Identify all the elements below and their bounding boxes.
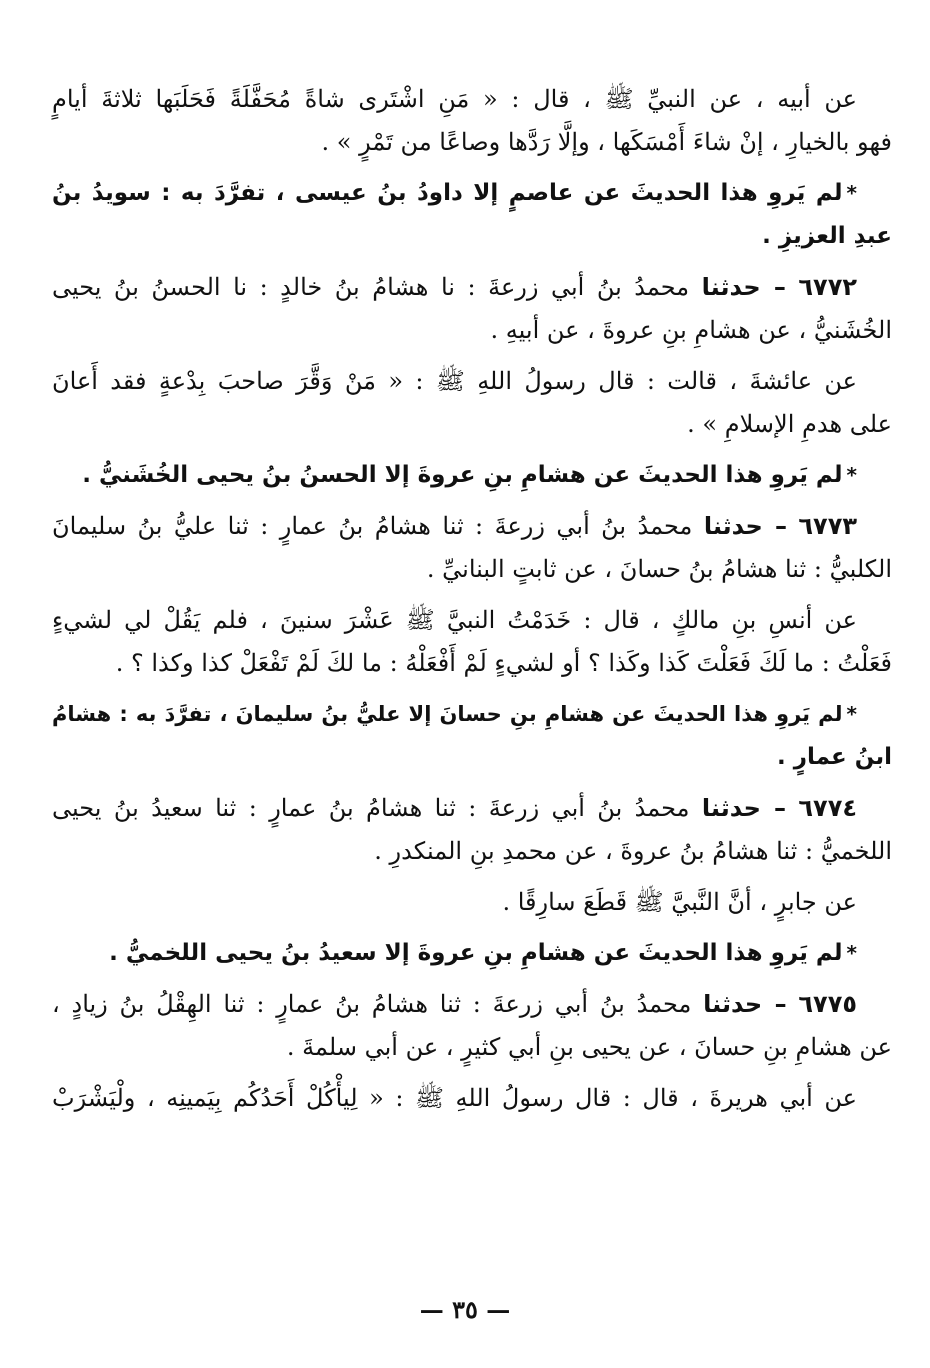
page-number: — ٣٥ —	[419, 1295, 511, 1324]
text-line: عن هشامِ بنِ حسانَ ، عن يحيى بنِ أبي كثيرٍ ، عن أبي سلمةَ .	[286, 1033, 892, 1061]
note-line: *لم يَروِ هذا الحديثَ عن هشامِ بنِ عروةَ إلا سعيدُ بنُ يحيى اللخميُّ .	[109, 940, 857, 966]
page-body	[52, 78, 892, 1308]
note-6771	[52, 172, 892, 258]
text-line: عن جابرٍ ، أنَّ النَّبيَّ ﷺ قَطَعَ سارِقًا .	[502, 888, 857, 916]
hadith-6773	[52, 505, 892, 685]
text-line: الكلبيُّ : ثنا هشامُ بنُ حسانَ ، عن ثابتٍ البنانيِّ .	[426, 555, 892, 583]
hadith-number: ٦٧٧٤	[798, 794, 857, 822]
note-line: *لم يَروِ هذا الحديثَ عن هشامِ بنِ حسانَ إلا عليُّ بنُ سليمانَ ، تفرَّدَ به : هشامُ	[52, 702, 857, 726]
text-line: عن أبيه ، عن النبيِّ ﷺ ، قال : « مَنِ اشْتَرى شاةً مُحَفَّلَةً فَحَلَبَها ثلاثةَ أيامٍ	[52, 85, 857, 113]
note-line: عبدِ العزيزِ .	[762, 223, 892, 249]
text-line: عن عائشةَ ، قالت : قال رسولُ اللهِ ﷺ : « مَنْ وَقَّرَ صاحبَ بِدْعةٍ فقد أَعانَ	[52, 367, 857, 395]
text-line: فهو بالخيارِ ، إنْ شاءَ أَمْسَكَها ، وإلَّا رَدَّها وصاعًا من تَمْرٍ » .	[321, 128, 892, 156]
text-line: على هدمِ الإسلامِ » .	[687, 410, 892, 438]
star-icon: *	[846, 941, 857, 965]
star-icon: *	[846, 463, 857, 487]
hadith-number: ٦٧٧٣	[798, 512, 857, 540]
hadith-lead: – حدثنا	[701, 794, 786, 822]
note-line: ابنُ عمارٍ .	[777, 744, 892, 770]
text-line: ٦٧٧٢ – حدثنا محمدُ بنُ أبي زرعةَ : نا هشامُ بنُ خالدٍ : نا الحسنُ بنُ يحيى	[52, 273, 857, 301]
hadith-lead: – حدثنا	[703, 990, 787, 1018]
star-icon: *	[846, 702, 857, 726]
note-6774	[52, 932, 892, 975]
hadith-number: ٦٧٧٢	[798, 273, 857, 301]
hadith-6774	[52, 787, 892, 924]
text-line: الخُشَنيُّ ، عن هشامِ بنِ عروةَ ، عن أبيهِ .	[490, 316, 892, 344]
text-line: ٦٧٧٣ – حدثنا محمدُ بنُ أبي زرعةَ : ثنا هشامُ بنُ عمارٍ : ثنا عليُّ بنُ سليمانَ	[52, 512, 857, 540]
text-line: عن أنسِ بنِ مالكٍ ، قال : خَدَمْتُ النبيَّ ﷺ عَشْرَ سنينَ ، فلم يَقُلْ لي لشيءٍ	[52, 606, 857, 634]
text-line: فَعَلْتُ : ما لَكَ فَعَلْتَ كَذا وكَذا ؟ أو لشيءٍ لَمْ أَفْعَلْهُ : ما لكَ لَمْ تَفْعَلْ كذا وكذا ؟ .	[115, 649, 892, 677]
text-line: اللخميُّ : ثنا هشامُ بنُ عروةَ ، عن محمدِ بنِ المنكدرِ .	[374, 837, 892, 865]
note-6773	[52, 693, 892, 779]
text-line: ٦٧٧٥ – حدثنا محمدُ بنُ أبي زرعةَ : ثنا هشامُ بنُ عمارٍ : ثنا الهِقْلُ بنُ زيادٍ ،	[52, 990, 857, 1018]
note-line: *لم يَروِ هذا الحديثَ عن هشامِ بنِ عروةَ إلا الحسنُ بنُ يحيى الخُشَنيُّ .	[82, 462, 857, 488]
text-line: ٦٧٧٤ – حدثنا محمدُ بنُ أبي زرعةَ : ثنا هشامُ بنُ عمارٍ : ثنا سعيدُ بنُ يحيى	[52, 794, 857, 822]
text-line: عن أبي هريرةَ ، قال : قال رسولُ اللهِ ﷺ : « لِيأْكُلْ أَحَدُكُم بِيَمينِه ، ولْيَشْرَبْ	[52, 1084, 857, 1112]
star-icon: *	[846, 181, 857, 205]
hadith-6775	[52, 983, 892, 1120]
note-line: *لم يَروِ هذا الحديثَ عن عاصمٍ إلا داودُ بنُ عيسى ، تفرَّدَ به : سويدُ بنُ	[52, 180, 857, 206]
hadith-6771-continuation	[52, 78, 892, 164]
hadith-6772	[52, 266, 892, 446]
hadith-lead: – حدثنا	[701, 273, 786, 301]
hadith-lead: – حدثنا	[703, 512, 787, 540]
hadith-number: ٦٧٧٥	[798, 990, 857, 1018]
note-6772	[52, 454, 892, 497]
